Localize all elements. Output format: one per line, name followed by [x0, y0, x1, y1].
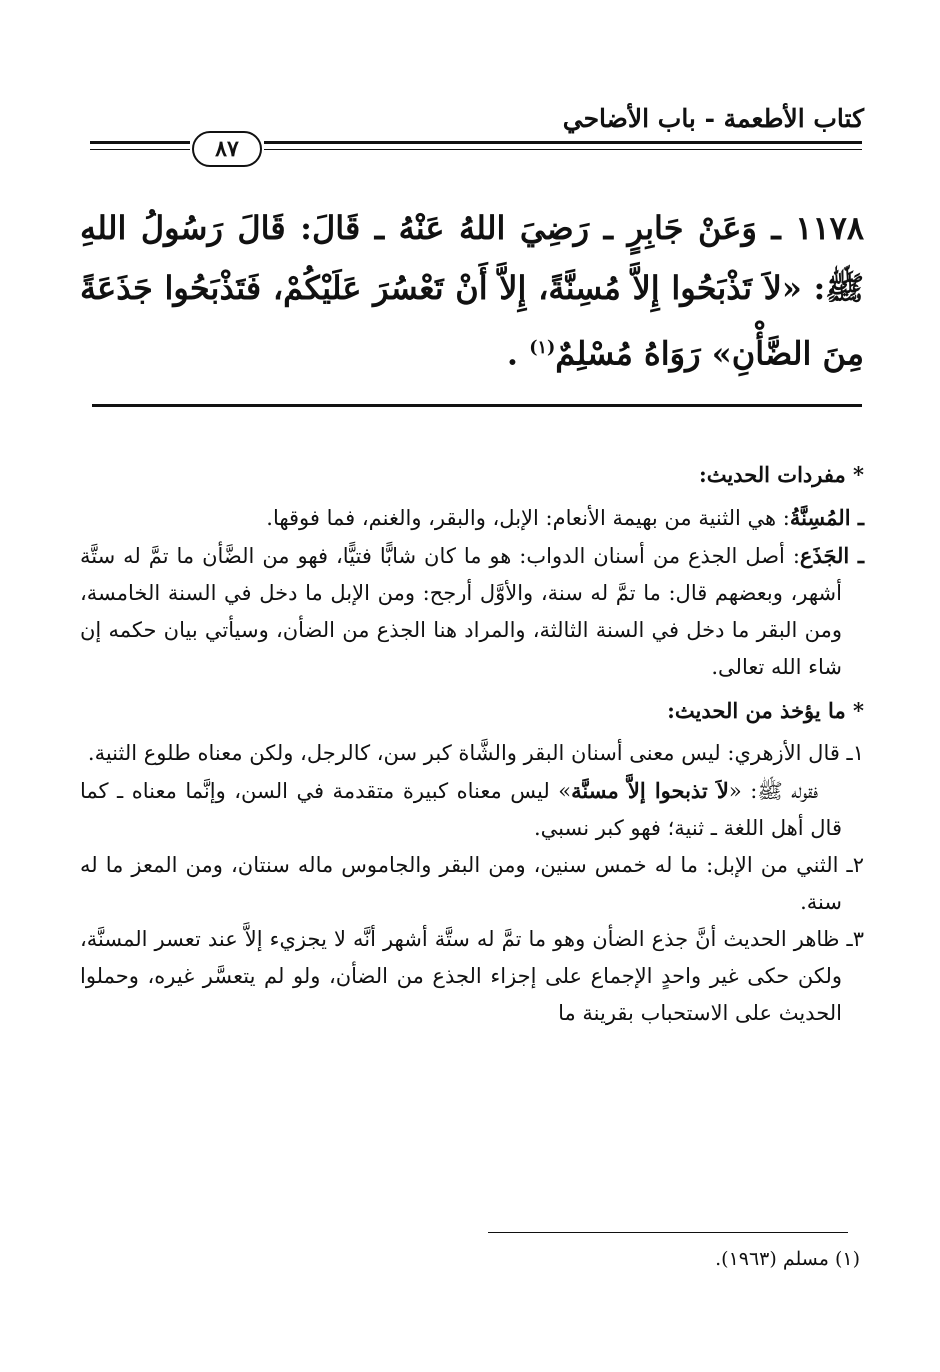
hadith-number: ١١٧٨: [795, 209, 864, 247]
vocab-term: ـ المُسِنَّةُ: [789, 505, 864, 530]
header-rule-right-top: [264, 141, 862, 144]
hadith-quote: لاَ تَذْبَحُوا إِلاَّ مُسِنَّةً، إِلاَّ أَنْ تَعْسُرَ عَلَيْكُمْ، فَتَذْبَحُوا جَذَعَةً مِنَ الضَّأْنِ: [80, 269, 864, 373]
running-header-title: كتاب الأطعمة - باب الأضاحي: [562, 104, 864, 133]
commentary-body: [80, 456, 864, 1032]
vocabulary-heading: * مفردات الحديث:: [698, 462, 864, 487]
lesson-item: ٣ـ ظاهر الحديث أنَّ جذع الضأن وهو ما تمَّ له ستَّة أشهر أنَّه لا يجزيء إلاَّ عند تعسر المسنَّة، ولكن حكى غير واحدٍ الإجماع على إجزاء الجذع من الضأن، ولو لم يتعسَّر غيره، وحملوا الحديث على الاستحباب بقرينة ما: [80, 927, 864, 1025]
page-number-badge: ٨٧: [192, 131, 262, 167]
section-separator: [92, 404, 862, 407]
lessons-heading: * ما يؤخذ من الحديث:: [667, 698, 864, 723]
lesson-item: [80, 772, 864, 847]
vocab-definition: : أصل الجذع من أسنان الدواب: هو ما كان شابًّا فتيًّا، فهو من الضَّأن ما تمَّ له ستَّة أشهر، وبعضهم قال: ما تمَّ له سنة، والأوَّل أرجح: ومن الإبل ما دخل في السنة الخامسة، ومن البقر ما دخل في السنة الثالثة، والمراد هنا الجذع من الضأن، وسيأتي بيان حكمه إن شاء الله تعالى.: [80, 544, 842, 679]
vocab-definition: : هي الثنية من بهيمة الأنعام: الإبل، والبقر، والغنم، فما فوقها.: [266, 506, 790, 530]
hadith-end: .: [506, 334, 530, 373]
vocab-entry: [80, 499, 864, 537]
lesson-prefix: فقوله ﷺ: «: [728, 779, 819, 803]
hadith-opening: ـ وَعَنْ جَابِرٍ ـ رَضِيَ اللهُ عَنْهُ ـ قَالَ: قَالَ رَسُولُ اللهِ ﷺ: «: [80, 209, 865, 307]
hadith-closing: » رَوَاهُ مُسْلِمٌ: [555, 334, 732, 373]
lesson-item: ٢ـ الثني من الإبل: ما له خمس سنين، ومن البقر والجاموس ماله سنتان، ومن المعز ما له سنة.: [80, 853, 864, 914]
header-rule-left-top: [90, 141, 190, 144]
lesson-quote: لاَ تذبحوا إلاَّ مسنَّة: [571, 778, 729, 803]
vocab-entry: [80, 537, 864, 686]
lesson-suffix: » ليس معناه كبيرة متقدمة في السن، وإنَّما معناه ـ كما قال أهل اللغة ـ ثنية؛ فهو كبر نسبي.: [80, 779, 842, 840]
hadith-text: [80, 198, 864, 384]
lesson-item: ١ـ قال الأزهري: ليس معنى أسنان البقر والشَّاة كبر سن، كالرجل، ولكن معناه طلوع الثنية.: [87, 741, 864, 765]
footnote-reference: (١): [529, 337, 556, 358]
footnote-rule: [488, 1232, 848, 1233]
header-rule-right-bottom: [264, 149, 862, 150]
vocab-term: ـ الجَذَع: [799, 543, 865, 568]
footnote-text: (١) مسلم (١٩٦٣).: [715, 1248, 860, 1270]
header-rule-left-bottom: [90, 149, 190, 150]
